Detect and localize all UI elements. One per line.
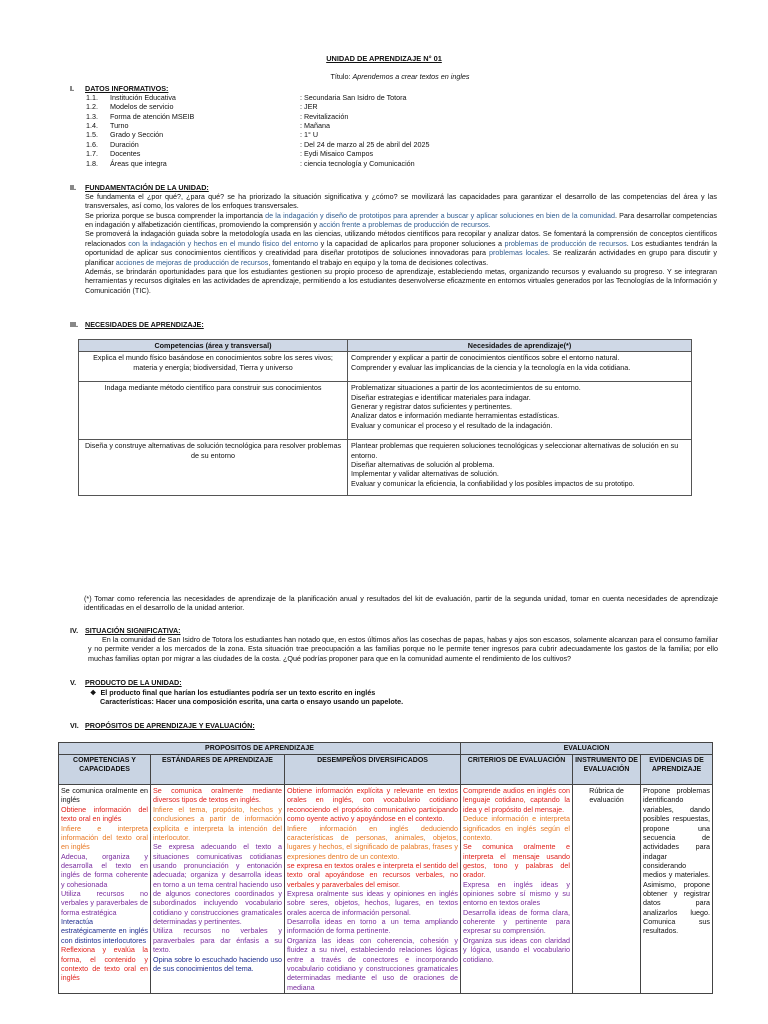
needs-row — [79, 440, 692, 496]
competency-item: Reflexiona y evalúa la forma, el contenido y contexto de texto oral en inglés — [61, 945, 148, 983]
needs-line: Comprender y evaluar las implicancias de la ciencia y la tecnología en la vida cotidiana. — [351, 362, 631, 372]
standard-item: Se expresa adecuando el texto a situaciones comunicativas cotidianas usando pronunciación y entonación adecuada; organiza y desarrolla ideas en torno a un tema central haciendo uso de algunos conectores coordinados y subordinados incluyendo vocabulario cotidiano y construcciones gramaticales determinadas y pertinentes. — [153, 842, 282, 927]
competency-item: Se comunica oralmente en inglés — [61, 786, 148, 805]
needs-line: Diseñar alternativas de solución al problema. — [351, 460, 495, 470]
fund-text: Se promoverá la indagación guiada sobre la metodología usada en las ciencias, utilizando métodos científicos para recopilar y analizar datos. Se fomentará la comprensión de conceptos científicos relacionados — [85, 229, 717, 248]
header-performances: DESEMPEÑOS DIVERSIFICADOS — [285, 755, 461, 785]
competency-item: Obtiene información del texto oral en inglés — [61, 804, 148, 824]
info-value: : Mañana — [300, 121, 330, 131]
header-competencies: COMPETENCIAS Y CAPACIDADES — [59, 755, 151, 785]
competency-item: Interactúa estratégicamente en inglés con distintos interlocutores — [61, 917, 148, 945]
evidence-cell: Propone problemas identificando variables, dando posibles respuestas, propone una secuencia de actividades para indagar considerando medios y materiales. Asimismo, propone obtener y registrar datos para analizarlos luego. Comunica sus resultados. — [641, 785, 713, 994]
purposes-table — [58, 742, 713, 994]
needs-items — [348, 382, 692, 440]
fundamentation-body — [85, 192, 717, 295]
info-row — [86, 130, 686, 139]
footnote: (*) Tomar como referencia las necesidades de aprendizaje de la planificación anual y resultados del kit de evaluación, partir de la segunda unidad, tomar en cuenta necesidades de aprendizaje identificadas en el desarrollo de la unidad anterior. — [84, 594, 718, 613]
criterion-item: Se comunica oralmente e interpreta el mensaje usando gestos, tono y palabras del orador. — [463, 842, 571, 880]
info-label: Duración — [110, 139, 139, 149]
info-value: : Revitalización — [300, 111, 349, 121]
info-num: 1.6. — [86, 139, 98, 149]
info-row — [86, 112, 686, 121]
performance-item: Desarrolla ideas en torno a un tema ampliando información de forma pertinente. — [287, 917, 459, 936]
needs-line: Generar y registrar datos suficientes y pertinentes. — [351, 402, 512, 412]
situation-text: En la comunidad de San Isidro de Totora los estudiantes han notado que, en estos últimos años las cosechas de papas, habas y ajos son escasos, solamente alcanzan para el consumo familiar y no permite vender a los mercados de la zona. Esta situación trae preocupación a las familias porque no le permite tener ingresos para cubrir adecuadamente los gastos de la familia; por ello muchas familias optan por migrar a las ciudades de la costa. ¿Qué podrías proponer para que en la comunidad aumente el rendimiento de los cultivos? — [88, 635, 718, 663]
section-heading-1 — [70, 84, 169, 93]
competency-item: Utiliza recursos no verbales y paraverbales de forma estratégica — [61, 889, 148, 917]
needs-items — [348, 440, 692, 496]
info-num: 1.7. — [86, 149, 98, 159]
needs-header-needs: Necesidades de aprendizaje(*) — [348, 340, 692, 352]
needs-items — [348, 352, 692, 382]
section-title: PROPÓSITOS DE APRENDIZAJE Y EVALUACIÓN: — [85, 721, 255, 730]
fund-text: . Se realizarán actividades en grupo para discutir y planificar — [85, 248, 717, 267]
info-row — [86, 149, 686, 158]
needs-competency: Indaga mediante método científico para construir sus conocimientos — [79, 382, 348, 440]
info-value: : JER — [300, 102, 318, 112]
fund-text: . Los estudiantes tendrán la oportunidad de aplicar sus conocimientos científicos y creatividad para diseñar prototipos de soluciones innovadoras para — [85, 238, 717, 258]
needs-line: Plantear problemas que requieren soluciones tecnológicas y seleccionar alternativas de solución en su entorno. — [351, 441, 679, 460]
needs-line: Problematizar situaciones a partir de los acontecimientos de su entorno. — [351, 383, 581, 393]
info-value: : Eydi Misaico Campos — [300, 149, 374, 159]
needs-header-competencies: Competencias (área y transversal) — [79, 340, 348, 352]
subtitle-prefix: Título: — [330, 72, 353, 81]
info-label: Turno — [110, 121, 129, 131]
fund-text: . Para desarrollar competencias en indagación y alfabetización científicas, promoviendo la comprensión y — [85, 210, 717, 230]
header-purposes: PROPOSITOS DE APRENDIZAJE — [59, 743, 461, 755]
criterion-item: Organiza sus ideas con claridad y lógica, usando el vocabulario cotidiano. — [463, 935, 571, 964]
needs-row — [79, 352, 692, 382]
section-heading-4 — [70, 626, 181, 635]
fund-paragraph-1: Se fundamenta el ¿por qué?, ¿para qué? se ha priorizado la situación significativa y ¿cómo? se movilizará las capacidades para garantizar el desarrollo de las competencias del área y las transversales, así como, los valores de los enfoques transversales. — [85, 192, 717, 211]
performance-item: Infiere información en inglés deduciendo características de personas, animales, objetos, lugares y hechos, el significado de palabras, frases y expresiones dentro de un contexto. — [287, 823, 459, 861]
header-criteria: CRITERIOS DE EVALUACIÓN — [461, 755, 573, 785]
standard-item: Infiere el tema, propósito, hechos y conclusiones a partir de información explícita e interpreta la intención del interlocutor. — [153, 804, 282, 842]
info-num: 1.5. — [86, 130, 98, 140]
fund-text: , fomentando el trabajo en equipo y la toma de decisiones colectivas. — [268, 257, 489, 267]
section-number: VI. — [70, 721, 79, 730]
info-value: : Del 24 de marzo al 25 de abril del 2025 — [300, 139, 430, 149]
instrument-cell: Rúbrica de evaluación — [573, 785, 641, 994]
header-standards: ESTÁNDARES DE APRENDIZAJE — [151, 755, 285, 785]
section-heading-2 — [70, 183, 209, 192]
info-list — [86, 93, 686, 168]
fund-text: Se prioriza porque se busca comprender la importancia — [85, 210, 266, 220]
bullet-icon: ❖ — [90, 688, 97, 697]
section-number: IV. — [70, 626, 79, 635]
info-num: 1.3. — [86, 111, 98, 121]
section-title: SITUACIÓN SIGNIFICATIVA: — [85, 626, 181, 635]
fund-highlight: problemas de producción de recursos — [504, 238, 627, 248]
info-label: Áreas que integra — [110, 158, 167, 168]
info-row — [86, 93, 686, 102]
needs-line: Implementar y validar alternativas de solución. — [351, 469, 499, 479]
product-line-1 — [90, 688, 720, 697]
info-num: 1.4. — [86, 121, 98, 131]
section-number: V. — [70, 678, 77, 687]
section-title: FUNDAMENTACIÓN DE LA UNIDAD: — [85, 183, 209, 192]
criteria-cell — [461, 785, 573, 994]
standard-item: Opina sobre lo escuchado haciendo uso de sus conocimientos del tema. — [153, 954, 282, 973]
info-row — [86, 159, 686, 168]
needs-line: Comprender y explicar a partir de conocimientos científicos sobre el entorno natural. — [351, 353, 620, 363]
document-subtitle — [0, 72, 768, 81]
info-label: Institución Educativa — [110, 93, 176, 102]
info-value: : Secundaria San Isidro de Totora — [300, 93, 407, 102]
info-row — [86, 140, 686, 149]
document-title: UNIDAD DE APRENDIZAJE N° 01 — [326, 54, 442, 63]
info-label: Forma de atención MSEIB — [110, 111, 195, 121]
section-title: NECESIDADES DE APRENDIZAJE: — [85, 320, 204, 329]
needs-row — [79, 382, 692, 440]
criterion-item: Comprende audios en inglés con lenguaje cotidiano, captando la idea y el propósito del mensaje. — [463, 786, 571, 814]
competencies-cell — [59, 785, 151, 994]
performance-item: se expresa en textos orales e interpreta el sentido del texto oral apoyándose en recursos verbales, no verbales y paraverbales del emisor. — [287, 860, 459, 889]
criterion-item: Deduce información e interpreta significados en inglés según el contexto. — [463, 814, 571, 842]
needs-line: Evaluar y comunicar el proceso y el resultado de la indagación. — [351, 420, 553, 430]
needs-competency: Diseña y construye alternativas de solución tecnológica para resolver problemas de su entorno — [79, 440, 348, 496]
standard-item: Se comunica oralmente mediante diversos tipos de textos en inglés. — [153, 786, 282, 805]
competency-item: Infiere e interpreta información del texto oral en inglés — [61, 823, 148, 852]
info-value: : 1° U — [300, 130, 319, 140]
fund-paragraph-3 — [85, 229, 717, 266]
info-num: 1.8. — [86, 158, 98, 168]
needs-competency: Explica el mundo físico basándose en conocimientos sobre los seres vivos; materia y energía; biodiversidad, Tierra y universo — [79, 352, 348, 382]
info-num: 1.1. — [86, 93, 98, 102]
section-heading-6 — [70, 721, 255, 730]
needs-line: Diseñar estrategias e identificar materiales para indagar. — [351, 392, 531, 402]
performance-item: Obtiene información explícita y relevante en textos orales en inglés, con vocabulario cotidiano reconociendo el propósito comunicativo participando como oyente activo y apoyándose en el contexto. — [287, 786, 459, 824]
performance-item: Expresa oralmente sus ideas y opiniones en inglés sobre seres, objetos, hechos, lugares, en textos orales acerca de información personal. — [287, 889, 459, 917]
fund-highlight: con la indagación y hechos en el mundo físico del entorno — [128, 238, 319, 248]
header-evaluation: EVALUACION — [461, 743, 713, 755]
section-heading-3 — [70, 320, 204, 329]
info-num: 1.2. — [86, 102, 98, 112]
needs-line: Analizar datos e información mediante herramientas estadísticas. — [351, 411, 560, 421]
info-label: Modelos de servicio — [110, 102, 174, 112]
section-number: III. — [70, 320, 78, 329]
fund-text: y la capacidad de aplicarlos para proponer soluciones a — [318, 238, 505, 248]
fund-paragraph-2 — [85, 211, 717, 230]
product-text: El producto final que harían los estudiantes podría ser un texto escrito en inglés — [100, 688, 376, 697]
header-evidence: EVIDENCIAS DE APRENDIZAJE — [641, 755, 713, 785]
fund-paragraph-4: Además, se brindarán oportunidades para que los estudiantes gestionen su propio proceso de aprendizaje, estableciendo metas, organizando recursos y evaluando su progreso. Y se integraran herramientas y recursos digitales en las actividades de aprendizaje, permitiendo a los estudiantes desenvolverse eficazmente en entornos virtuales generados por las Tecnologías de la Información y Comunicación (TIC). — [85, 266, 717, 295]
section-title: PRODUCTO DE LA UNIDAD: — [85, 678, 182, 687]
performance-item: Organiza las ideas con coherencia, cohesión y fluidez a su nivel, estableciendo relaciones lógicas entre a través de conectores e incorporando vocabulario cotidiano y construcciones gramaticales determinadas mediante el uso de oraciones de mediana — [287, 935, 459, 992]
needs-table — [78, 339, 692, 496]
header-instrument: INSTRUMENTO DE EVALUACIÓN — [573, 755, 641, 785]
fund-highlight: de la indagación y diseño de prototipos para aprender a buscar y aplicar soluciones en bien de la comunidad — [265, 210, 615, 220]
fund-highlight: problemas locales — [488, 248, 548, 258]
info-label: Docentes — [110, 149, 141, 159]
section-number: I. — [70, 84, 74, 93]
fund-highlight: acción frente a problemas de producción de recursos. — [319, 220, 491, 230]
needs-line: Evaluar y comunicar la eficiencia, la confiabilidad y los posibles impactos de su prototipo. — [351, 478, 635, 488]
product-line-2: Características: Hacer una composición escrita, una carta o ensayo usando un papelote. — [100, 697, 404, 707]
info-value: : ciencia tecnología y Comunicación — [300, 158, 415, 168]
criterion-item: Expresa en inglés ideas y opiniones sobre sí mismo y su entorno en textos orales — [463, 879, 571, 908]
standards-cell — [151, 785, 285, 994]
fund-highlight: acciones de mejoras de producción de recursos — [115, 257, 269, 267]
competency-item: Adecua, organiza y desarrolla el texto en inglés de forma coherente y cohesionada — [61, 851, 148, 889]
info-row — [86, 121, 686, 130]
section-heading-5 — [70, 678, 182, 687]
section-number: II. — [70, 183, 76, 192]
info-row — [86, 102, 686, 111]
info-label: Grado y Sección — [110, 130, 164, 140]
performances-cell — [285, 785, 461, 994]
criterion-item: Desarrolla ideas de forma clara, coherente y pertinente para expresar su comprensión. — [463, 907, 571, 936]
subtitle-text: Aprendemos a crear textos en ingles — [352, 72, 470, 81]
standard-item: Utiliza recursos no verbales y paraverbales para dar énfasis a su texto. — [153, 926, 282, 955]
section-title: DATOS INFORMATIVOS: — [85, 84, 169, 93]
product-block — [90, 688, 720, 707]
